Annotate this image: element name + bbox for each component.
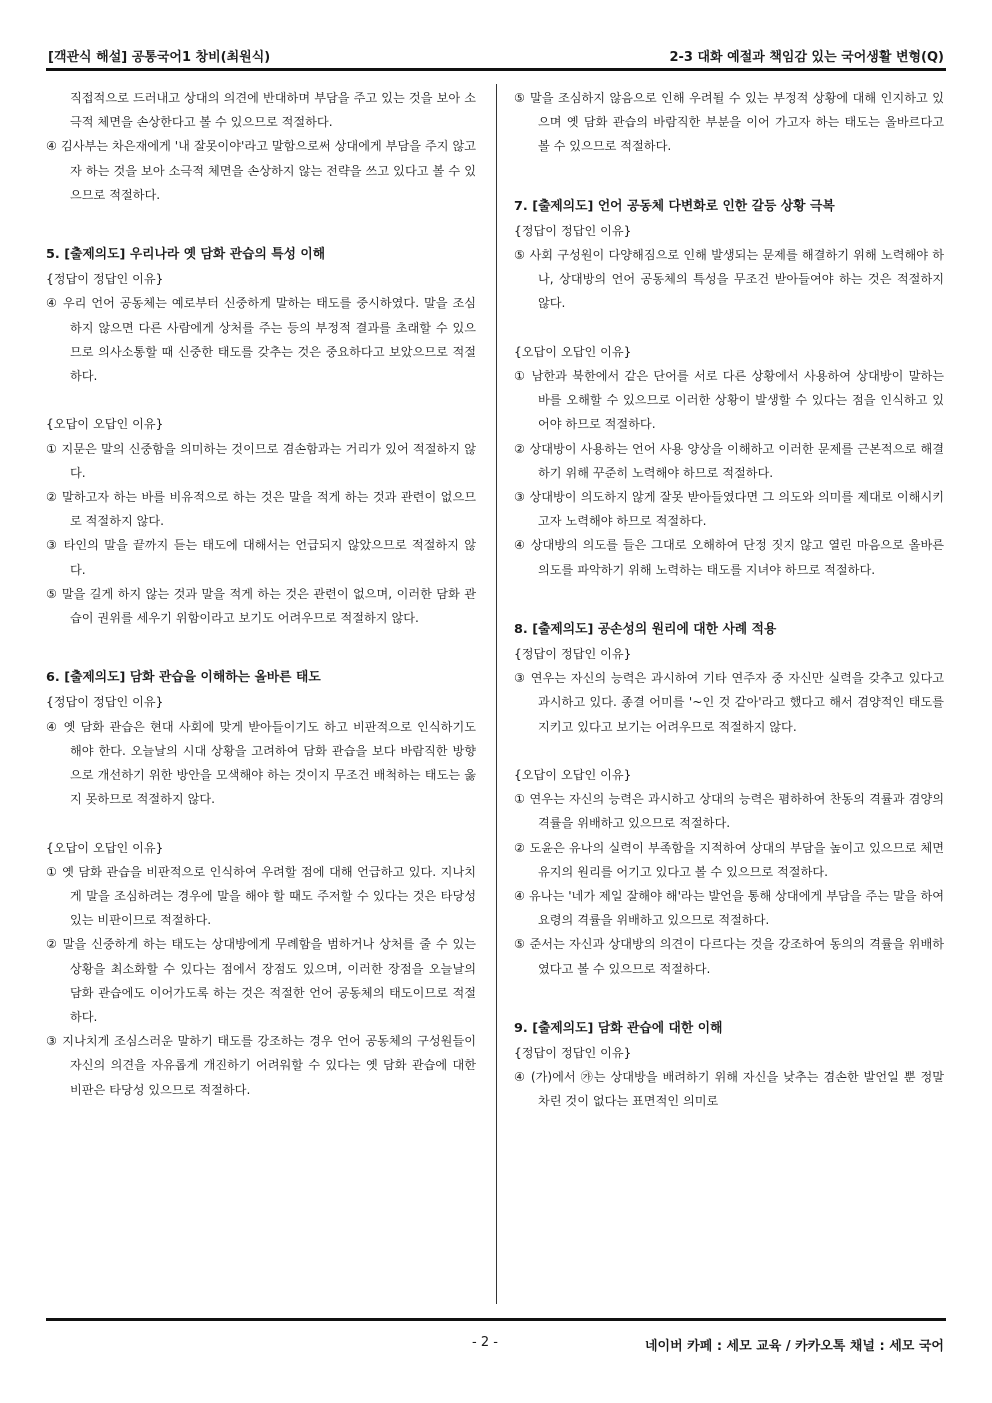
wrong-reason-label: {오답이 오답인 이유} (46, 417, 164, 432)
explanation-item: ① 연우는 자신의 능력은 과시하고 상대의 능력은 폄하하여 찬동의 격률과 겸양의 격률을 위배하고 있으므로 적절하다. (514, 792, 944, 831)
explanation-item: ④ (가)에서 ㉮는 상대방을 배려하기 위해 자신을 낮추는 겸손한 발언일 뿐 정말 차린 것이 없다는 표면적인 의미로 (514, 1070, 944, 1109)
explanation-item: ④ 옛 담화 관습은 현대 사회에 맞게 받아들이기도 하고 비판적으로 인식하기도 해야 한다. 오늘날의 시대 상황을 고려하여 담화 관습을 보다 바람직한 방향으로 개선하기 위한 방안을 모색해야 하는 것이지 무조건 배척하는 태도는 옳지 못하므로 적절하지 않다. (46, 719, 476, 807)
wrong-reason-label: {오답이 오답인 이유} (46, 840, 164, 855)
spacer (514, 582, 944, 618)
right-column (514, 86, 944, 1114)
correct-reason-label: {정답이 정답인 이유} (514, 223, 632, 238)
question-6-title: 6. [출제의도] 담화 관습을 이해하는 올바른 태도 (46, 670, 321, 686)
spacer (46, 388, 476, 412)
left-column (46, 86, 476, 1102)
question-8-title: 8. [출제의도] 공손성의 원리에 대한 사례 적용 (514, 621, 777, 637)
wrong-reason-label: {오답이 오답인 이유} (514, 344, 632, 359)
explanation-item: ④ 우리 언어 공동체는 예로부터 신중하게 말하는 태도를 중시하였다. 말을 조심하지 않으면 다른 사람에게 상처를 주는 등의 부정적 결과를 초래할 수 있으므로 의사소통할 때 신중한 태도를 갖추는 것은 중요하다고 보았으므로 적절하다. (46, 296, 476, 384)
explanation-item: ⑤ 준서는 자신과 상대방의 의견이 다르다는 것을 강조하여 동의의 격률을 위배하였다고 볼 수 있으므로 적절하다. (514, 937, 944, 976)
explanation-item: ② 도윤은 유나의 실력이 부족함을 지적하여 상대의 부담을 높이고 있으므로 체면 유지의 원리를 어기고 있다고 볼 수 있으므로 적절하다. (514, 840, 944, 879)
spacer (514, 316, 944, 340)
footer-channel-info: 네이버 카페 : 세모 교육 / 카카오톡 채널 : 세모 국어 (644, 1339, 944, 1354)
explanation-item: ① 지문은 말의 신중함을 의미하는 것이므로 겸손함과는 거리가 있어 적절하지 않다. (46, 441, 476, 480)
question-5-title: 5. [출제의도] 우리나라 옛 담화 관습의 특성 이해 (46, 247, 326, 263)
explanation-item: ② 말을 신중하게 하는 태도는 상대방에게 무례함을 범하거나 상처를 줄 수 있는 상황을 최소화할 수 있다는 점에서 장점도 있으며, 이러한 장점을 오늘날의 담화 관습에도 이어가도록 하는 것은 적절한 언어 공동체의 태도이므로 적절하다. (46, 937, 476, 1025)
footer-rule (46, 1318, 946, 1321)
continued-paragraph: 직접적으로 드러내고 상대의 의견에 반대하며 부담을 주고 있는 것을 보아 소극적 체면을 손상한다고 볼 수 있으므로 적절하다. (70, 91, 476, 130)
spacer (46, 207, 476, 243)
header-rule (46, 68, 946, 71)
explanation-item: ⑤ 말을 조심하지 않음으로 인해 우려될 수 있는 부정적 상황에 대해 인지하고 있으며 옛 담화 관습의 바람직한 부분을 이어 가고자 하는 태도는 올바르다고 볼 수 있으므로 적절하다. (514, 91, 944, 154)
page-header (46, 42, 946, 66)
explanation-item: ③ 타인의 말을 끝까지 듣는 태도에 대해서는 언급되지 않았으므로 적절하지 않다. (46, 538, 476, 577)
page-number: - 2 - (472, 1335, 498, 1350)
spacer (46, 811, 476, 835)
wrong-reason-label: {오답이 오답인 이유} (514, 768, 632, 783)
correct-reason-label: {정답이 정답인 이유} (514, 1046, 632, 1061)
explanation-item: ② 말하고자 하는 바를 비유적으로 하는 것은 말을 적게 하는 것과 관련이 없으므로 적절하지 않다. (46, 490, 476, 529)
spacer (514, 159, 944, 195)
explanation-item: ④ 김사부는 차은재에게 '내 잘못이야'라고 말함으로써 상대에게 부담을 주지 않고자 하는 것을 보아 소극적 체면을 손상하지 않는 전략을 쓰고 있다고 볼 수 있으므로 적절하다. (46, 139, 476, 202)
explanation-item: ⑤ 말을 길게 하지 않는 것과 말을 적게 하는 것은 관련이 없으며, 이러한 담화 관습이 권위를 세우기 위함이라고 보기도 어려우므로 적절하지 않다. (46, 586, 476, 626)
explanation-item: ⑤ 사회 구성원이 다양해짐으로 인해 발생되는 문제를 해결하기 위해 노력해야 하나, 상대방의 언어 공동체의 특성을 무조건 받아들여야 하는 것은 적절하지 않다. (514, 248, 944, 311)
explanation-item: ③ 상대방이 의도하지 않게 잘못 받아들였다면 그 의도와 의미를 제대로 이해시키고자 노력해야 하므로 적절하다. (514, 490, 944, 529)
question-7-title: 7. [출제의도] 언어 공동체 다변화로 인한 갈등 상황 극복 (514, 198, 835, 214)
explanation-item: ① 남한과 북한에서 같은 단어를 서로 다른 상황에서 사용하여 상대방이 말하는 바를 오해할 수 있으므로 이러한 상황이 발생할 수 있다는 점을 인식하고 있어야 하므로 적절하다. (514, 369, 944, 432)
column-divider (496, 84, 497, 1304)
correct-reason-label: {정답이 정답인 이유} (514, 647, 632, 662)
explanation-item: ③ 지나치게 조심스러운 말하기 태도를 강조하는 경우 언어 공동체의 구성원들이 자신의 의견을 자유롭게 개진하기 어려워할 수 있다는 옛 담화 관습에 대한 비판은 타당성 있으므로 적절하다. (46, 1034, 476, 1097)
spacer (514, 981, 944, 1017)
correct-reason-label: {정답이 정답인 이유} (46, 695, 164, 710)
correct-reason-label: {정답이 정답인 이유} (46, 272, 164, 287)
header-left-title: [객관식 해설] 공통국어1 창비(최원식) (48, 50, 271, 65)
spacer (46, 630, 476, 666)
explanation-item: ③ 연우는 자신의 능력은 과시하여 기타 연주자 중 자신만 실력을 갖추고 있다고 과시하고 있다. 종결 어미를 '~인 것 같아'라고 했다고 해서 겸양적인 태도를 지키고 있다고 보기는 어려우므로 적절하지 않다. (514, 671, 944, 734)
spacer (514, 739, 944, 763)
explanation-item: ② 상대방이 사용하는 언어 사용 양상을 이해하고 이러한 문제를 근본적으로 해결하기 위해 꾸준히 노력해야 하므로 적절하다. (514, 441, 944, 480)
header-right-title: 2-3 대화 예절과 책임감 있는 국어생활 변형(Q) (669, 50, 944, 65)
explanation-item: ④ 상대방의 의도를 들은 그대로 오해하여 단정 짓지 않고 열린 마음으로 올바른 의도를 파악하기 위해 노력하는 태도를 지녀야 하므로 적절하다. (514, 538, 944, 577)
explanation-item: ④ 유나는 '네가 제일 잘해야 해'라는 발언을 통해 상대에게 부담을 주는 말을 하여 요령의 격률을 위배하고 있으므로 적절하다. (514, 889, 944, 928)
explanation-item: ① 옛 담화 관습을 비판적으로 인식하여 우려할 점에 대해 언급하고 있다. 지나치게 말을 조심하려는 경우에 말을 해야 할 때도 주저할 수 있다는 것은 타당성 있는 비판이므로 적절하다. (46, 864, 476, 928)
question-9-title: 9. [출제의도] 담화 관습에 대한 이해 (514, 1020, 723, 1036)
